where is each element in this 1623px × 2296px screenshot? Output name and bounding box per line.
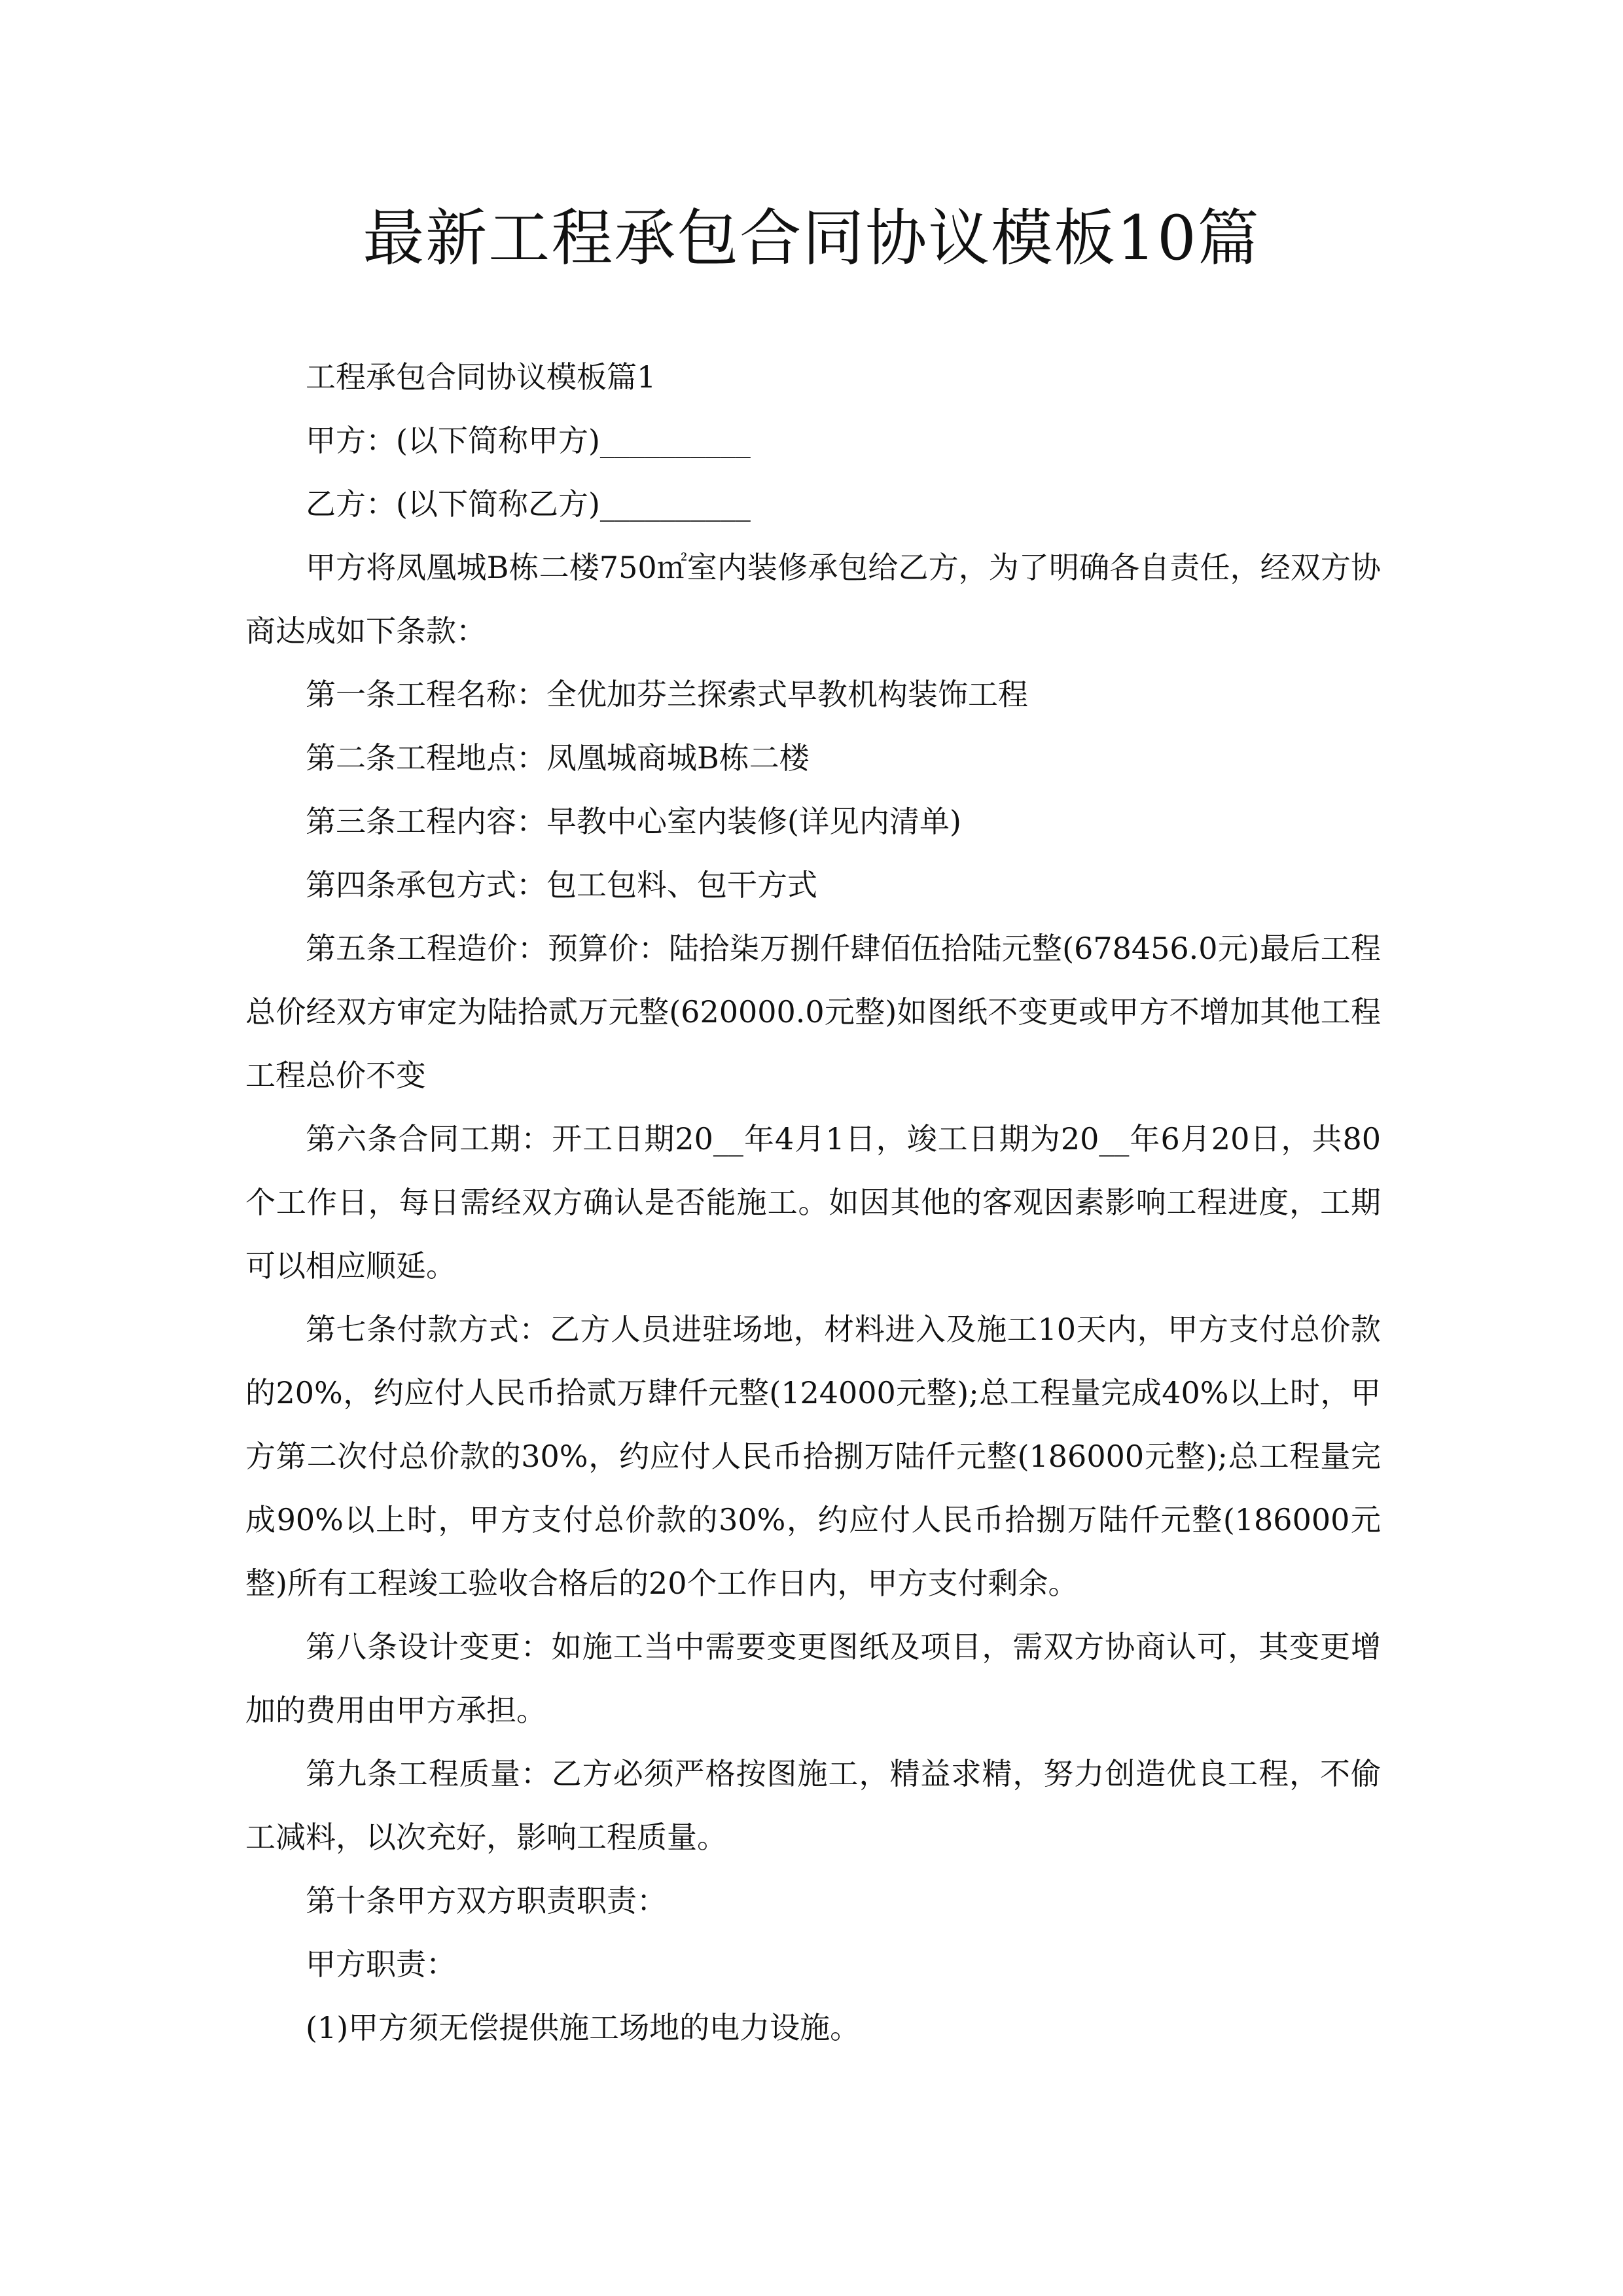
clause-6: 第六条合同工期：开工日期20__年4月1日，竣工日期为20__年6月20日，共80个工作日，每日需经双方确认是否能施工。如因其他的客观因素影响工程进度，工期可以相应顺延。 xyxy=(245,1121,1381,1283)
clause-5: 第五条工程造价：预算价：陆拾柒万捌仟肆佰伍拾陆元整(678456.0元)最后工程总价经双方审定为陆拾贰万元整(620000.0元整)如图纸不变更或甲方不增加其他工程工程总价不变 xyxy=(245,931,1381,1093)
clause-8: 第八条设计变更：如施工当中需要变更图纸及项目，需双方协商认可，其变更增加的费用由甲方承担。 xyxy=(245,1629,1381,1728)
section-heading: 工程承包合同协议模板篇1 xyxy=(306,359,656,395)
clause-9: 第九条工程质量：乙方必须严格按图施工，精益求精，努力创造优良工程，不偷工减料，以次充好，影响工程质量。 xyxy=(245,1756,1381,1855)
clause-1: 第一条工程名称：全优加芬兰探索式早教机构装饰工程 xyxy=(306,677,1028,712)
clause-2: 第二条工程地点：凤凰城商城B栋二楼 xyxy=(306,740,810,776)
clause-3: 第三条工程内容：早教中心室内装修(详见内清单) xyxy=(306,804,961,839)
clause-4: 第四条承包方式：包工包料、包干方式 xyxy=(306,867,817,903)
party-a-duties-heading: 甲方职责： xyxy=(306,1946,456,1982)
intro-paragraph: 甲方将凤凰城B栋二楼750㎡室内装修承包给乙方，为了明确各自责任，经双方协商达成如下条款： xyxy=(245,550,1381,649)
clause-7: 第七条付款方式：乙方人员进驻场地，材料进入及施工10天内，甲方支付总价款的20%，约应付人民币拾贰万肆仟元整(124000元整);总工程量完成40%以上时，甲方第二次付总价款的30%，约应付人民币拾捌万陆仟元整(186000元整);总工程量完成90%以上时，甲方支付总价款的30%，约应付人民币拾捌万陆仟元整(186000元整)所有工程竣工验收合格后的20个工作日内，甲方支付剩余。 xyxy=(245,1312,1381,1601)
party-a-duty-1: (1)甲方须无偿提供施工场地的电力设施。 xyxy=(306,2010,861,2045)
clause-10: 第十条甲方双方职责职责： xyxy=(306,1883,667,1918)
document-title: 最新工程承包合同协议模板10篇 xyxy=(363,203,1260,274)
party-a-line: 甲方：(以下简称甲方)__________ xyxy=(306,423,751,458)
party-b-line: 乙方：(以下简称乙方)__________ xyxy=(306,486,751,522)
document-body xyxy=(245,346,1381,2060)
